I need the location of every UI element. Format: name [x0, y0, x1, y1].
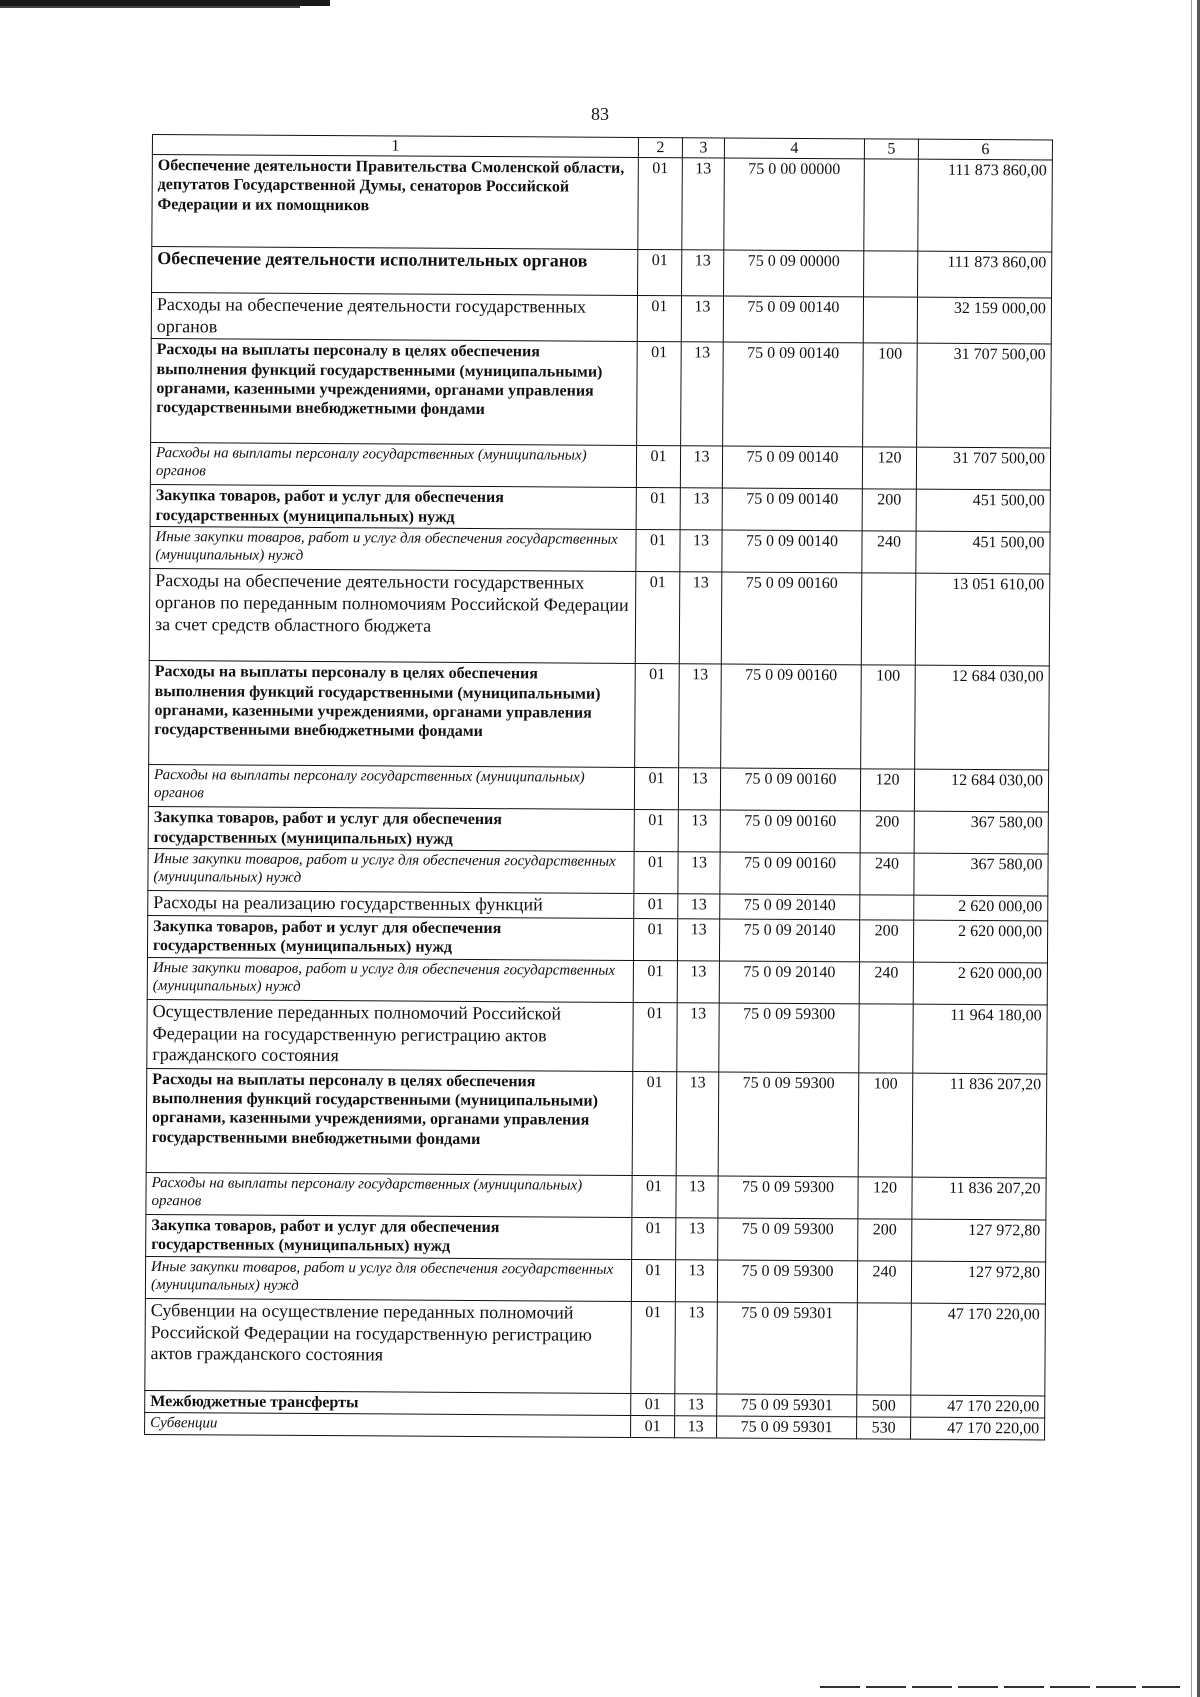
section-code: 01 [632, 1175, 676, 1217]
table-row [147, 957, 1047, 1004]
subsection-code: 13 [680, 446, 722, 488]
table-row [151, 293, 1051, 345]
row-name: Расходы на реализацию государственных функций [148, 891, 634, 919]
column-header: 6 [918, 139, 1052, 160]
table-row [146, 1214, 1046, 1261]
table-row [148, 849, 1048, 896]
section-code: 01 [634, 768, 678, 810]
row-name: Иные закупки товаров, работ и услуг для обеспечения государственных (муниципальных) нужд [147, 957, 633, 1002]
subsection-code: 13 [681, 342, 724, 446]
table-row [148, 807, 1048, 854]
column-header: 5 [864, 139, 918, 160]
target-article-code: 75 0 09 00160 [720, 810, 860, 853]
expense-type-code: 120 [858, 1177, 912, 1219]
row-name: Закупка товаров, работ и услуг для обеспечения государственных (муниципальных) нужд [146, 1214, 632, 1259]
section-code: 01 [635, 572, 680, 664]
section-code: 01 [636, 530, 680, 572]
table-row [150, 443, 1050, 490]
scan-edge-artifact [1191, 0, 1192, 1697]
subsection-code: 13 [676, 1218, 718, 1260]
table-row [152, 155, 1053, 252]
section-code: 01 [633, 1002, 677, 1071]
subsection-code: 13 [675, 1416, 717, 1438]
amount: 11 836 207,20 [912, 1073, 1047, 1178]
subsection-code: 13 [675, 1394, 717, 1416]
subsection-code: 13 [678, 810, 720, 852]
table-body [145, 155, 1053, 1441]
amount: 451 500,00 [916, 490, 1050, 533]
expense-type-code: 100 [863, 343, 918, 447]
amount: 111 873 860,00 [918, 251, 1052, 298]
column-header: 3 [682, 138, 724, 158]
expense-type-code: 500 [857, 1395, 911, 1418]
section-code: 01 [634, 852, 678, 894]
amount: 47 170 220,00 [911, 1395, 1045, 1418]
target-article-code: 75 0 09 59300 [718, 1218, 858, 1261]
subsection-code: 13 [677, 1003, 719, 1072]
amount: 12 684 030,00 [915, 666, 1050, 771]
target-article-code: 75 0 09 20140 [720, 894, 860, 919]
expense-type-code: 240 [859, 962, 913, 1004]
table-row [149, 569, 1050, 666]
subsection-code: 13 [680, 488, 722, 530]
target-article-code: 75 0 09 00140 [722, 446, 862, 489]
section-code: 01 [631, 1416, 675, 1438]
expense-type-code [864, 251, 918, 297]
target-article-code: 75 0 09 59300 [717, 1260, 857, 1303]
expense-type-code [860, 895, 914, 920]
target-article-code: 75 0 09 59301 [717, 1394, 857, 1417]
expense-type-code [864, 159, 919, 251]
subsection-code: 13 [677, 961, 719, 1003]
column-header: 4 [724, 138, 864, 159]
table-row [150, 485, 1050, 532]
table-row [146, 1068, 1047, 1177]
expense-type-code: 120 [860, 769, 914, 811]
column-header: 2 [638, 137, 682, 157]
row-name: Закупка товаров, работ и услуг для обеспечения государственных (муниципальных) нужд [148, 807, 634, 852]
section-code: 01 [633, 960, 677, 1002]
target-article-code: 75 0 09 59300 [718, 1176, 858, 1219]
expense-type-code: 200 [859, 920, 913, 962]
expense-type-code [861, 573, 916, 665]
subsection-code: 13 [675, 1302, 718, 1394]
target-article-code: 75 0 09 00140 [723, 342, 864, 447]
table-row [147, 999, 1047, 1073]
target-article-code: 75 0 09 59300 [719, 1003, 859, 1073]
section-code: 01 [636, 488, 680, 530]
subsection-code: 13 [679, 664, 722, 768]
row-name: Закупка товаров, работ и услуг для обеспечения государственных (муниципальных) нужд [150, 485, 636, 530]
amount: 11 836 207,20 [912, 1177, 1046, 1220]
expense-type-code: 100 [858, 1073, 913, 1177]
target-article-code: 75 0 09 59301 [717, 1416, 857, 1439]
row-name: Субвенции на осуществление переданных полномочий Российской Федерации на государственную регистрацию актов гражданского состояния [145, 1298, 632, 1393]
target-article-code: 75 0 09 00160 [720, 852, 860, 895]
row-name: Расходы на выплаты персоналу государственных (муниципальных) органов [150, 443, 636, 488]
target-article-code: 75 0 09 20140 [719, 919, 859, 962]
subsection-code: 13 [675, 1260, 717, 1302]
subsection-code: 13 [678, 768, 720, 810]
target-article-code: 75 0 09 00160 [721, 572, 862, 665]
subsection-code: 13 [682, 250, 724, 296]
row-name: Иные закупки товаров, работ и услуг для обеспечения государственных (муниципальных) нужд [150, 527, 636, 572]
row-name: Межбюджетные трансферты [145, 1390, 631, 1415]
subsection-code: 13 [676, 1072, 719, 1176]
amount: 127 972,80 [911, 1261, 1045, 1304]
row-name: Обеспечение деятельности Правительства Смоленской области, депутатов Государственной Думы, сенаторов Российской Федерации и их помощников [152, 155, 639, 250]
page-number: 83 [591, 104, 609, 124]
target-article-code: 75 0 09 00140 [722, 530, 862, 573]
target-article-code: 75 0 09 20140 [719, 961, 859, 1004]
target-article-code: 75 0 09 00160 [721, 664, 862, 769]
amount: 367 580,00 [914, 812, 1048, 855]
section-code: 01 [638, 250, 682, 296]
section-code: 01 [632, 1217, 676, 1259]
expense-type-code: 240 [860, 853, 914, 895]
target-article-code: 75 0 00 00000 [724, 158, 865, 251]
row-name: Закупка товаров, работ и услуг для обеспечения государственных (муниципальных) нужд [147, 915, 633, 960]
row-name: Расходы на обеспечение деятельности государственных органов [151, 293, 637, 342]
section-code: 01 [634, 810, 678, 852]
expense-type-code: 200 [858, 1219, 912, 1261]
row-name: Расходы на выплаты персоналу в целях обеспечения выполнения функций государственными (муниципальными) органами, казенными учреждениями, органами управления государственными внебюджетными фондами [151, 339, 638, 446]
row-name: Расходы на обеспечение деятельности государственных органов по переданным полномочиям Российской Федерации за счет средств областного бюджета [149, 569, 636, 664]
row-name: Расходы на выплаты персоналу государственных (муниципальных) органов [146, 1172, 632, 1217]
subsection-code: 13 [679, 572, 722, 664]
amount: 451 500,00 [916, 532, 1050, 575]
table-row [150, 527, 1050, 574]
expense-type-code [859, 1004, 913, 1073]
section-code: 01 [636, 446, 680, 488]
row-name: Расходы на выплаты персоналу в целях обеспечения выполнения функций государственными (муниципальными) органами, казенными учреждениями, органами управления государственными внебюджетными фондами [146, 1068, 633, 1175]
subsection-code: 13 [678, 894, 720, 919]
target-article-code: 75 0 09 00140 [722, 488, 862, 531]
table-row [147, 915, 1047, 962]
amount: 11 964 180,00 [913, 1004, 1047, 1074]
expense-type-code: 200 [862, 489, 916, 531]
section-code: 01 [633, 918, 677, 960]
subsection-code: 13 [677, 919, 719, 961]
section-code: 01 [638, 158, 683, 250]
amount: 13 051 610,00 [915, 574, 1050, 667]
expense-type-code: 200 [860, 811, 914, 853]
scan-edge-artifact [820, 1686, 1180, 1688]
row-name: Иные закупки товаров, работ и услуг для обеспечения государственных (муниципальных) нужд [148, 849, 634, 894]
table-row [145, 1256, 1045, 1303]
section-code: 01 [637, 296, 681, 342]
row-name: Осуществление переданных полномочий Российской Федерации на государственную регистрацию актов гражданского состояния [147, 999, 633, 1071]
section-code: 01 [632, 1071, 677, 1175]
target-article-code: 75 0 09 00000 [724, 250, 864, 297]
amount: 367 580,00 [914, 854, 1048, 897]
amount: 32 159 000,00 [917, 297, 1051, 344]
target-article-code: 75 0 09 00160 [720, 768, 860, 811]
section-code: 01 [634, 894, 678, 919]
target-article-code: 75 0 09 00140 [723, 296, 863, 343]
amount: 2 620 000,00 [914, 896, 1048, 921]
section-code: 01 [631, 1301, 676, 1393]
table-row [148, 765, 1048, 812]
amount: 47 170 220,00 [911, 1417, 1045, 1440]
section-code: 01 [631, 1259, 675, 1301]
table-row [145, 1298, 1046, 1395]
amount: 2 620 000,00 [913, 920, 1047, 963]
table-row [146, 1172, 1046, 1219]
subsection-code: 13 [676, 1176, 718, 1218]
row-name: Субвенции [145, 1413, 631, 1438]
section-code: 01 [637, 342, 682, 446]
budget-table [144, 134, 1053, 1441]
amount: 47 170 220,00 [911, 1303, 1046, 1396]
amount: 31 707 500,00 [916, 448, 1050, 491]
expense-type-code: 240 [862, 531, 916, 573]
subsection-code: 13 [680, 530, 722, 572]
column-header: 1 [152, 135, 638, 158]
target-article-code: 75 0 09 59301 [717, 1302, 858, 1395]
expense-type-code: 240 [857, 1261, 911, 1303]
expense-type-code: 530 [857, 1417, 911, 1440]
subsection-code: 13 [681, 296, 723, 342]
subsection-code: 13 [678, 852, 720, 894]
expense-type-code: 100 [861, 665, 916, 769]
amount: 31 707 500,00 [917, 344, 1052, 449]
scan-edge-artifact [0, 6, 300, 8]
section-code: 01 [631, 1393, 675, 1415]
amount: 111 873 860,00 [918, 159, 1053, 252]
table-row [145, 1413, 1045, 1441]
table-row [152, 247, 1052, 298]
row-name: Расходы на выплаты персоналу в целях обеспечения выполнения функций государственными (муниципальными) органами, казенными учреждениями, органами управления государственными внебюджетными фондами [149, 661, 636, 768]
amount: 127 972,80 [912, 1219, 1046, 1262]
section-code: 01 [635, 664, 680, 768]
expense-type-code: 120 [862, 447, 916, 489]
table-row [151, 339, 1052, 448]
target-article-code: 75 0 09 59300 [718, 1072, 859, 1177]
row-name: Иные закупки товаров, работ и услуг для обеспечения государственных (муниципальных) нужд [145, 1256, 631, 1301]
expense-type-code [857, 1303, 912, 1395]
row-name: Расходы на выплаты персоналу государственных (муниципальных) органов [148, 765, 634, 810]
expense-type-code [863, 297, 917, 344]
amount: 12 684 030,00 [914, 770, 1048, 813]
row-name: Обеспечение деятельности исполнительных органов [152, 247, 638, 296]
amount: 2 620 000,00 [913, 962, 1047, 1005]
table-row [149, 661, 1050, 770]
subsection-code: 13 [682, 158, 725, 250]
